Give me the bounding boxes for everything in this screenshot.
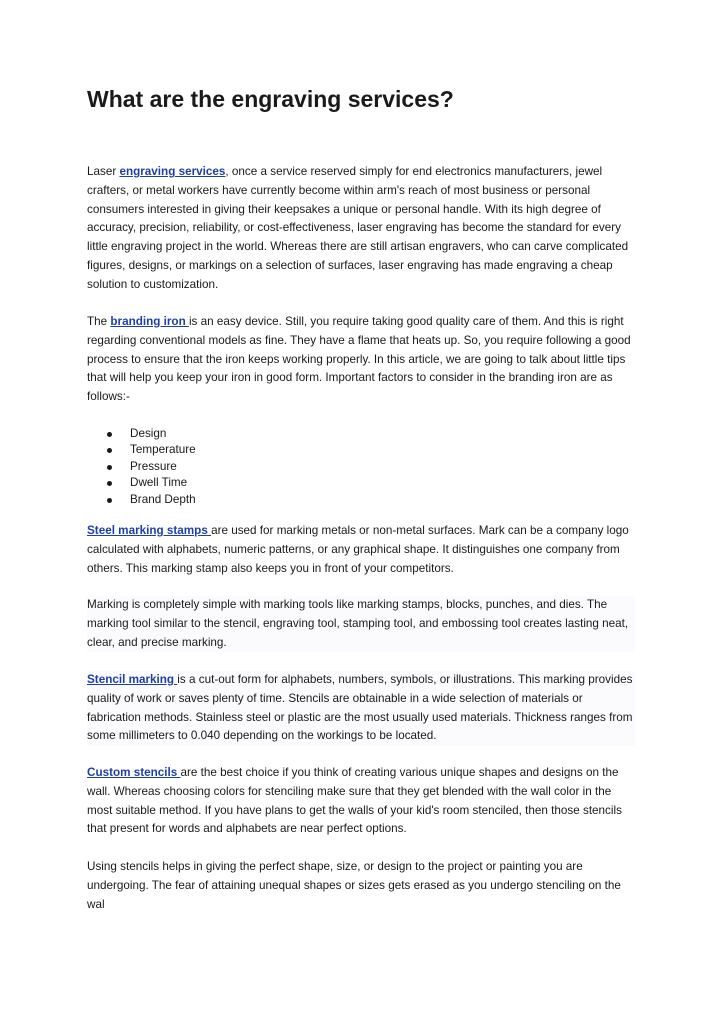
page-title: What are the engraving services? bbox=[87, 86, 454, 112]
list-item: Brand Depth bbox=[87, 492, 196, 508]
branding-iron-link[interactable]: branding iron bbox=[110, 315, 189, 328]
engraving-services-link[interactable]: engraving services bbox=[119, 165, 226, 178]
paragraph-text: are used for marking metals or non-metal surfaces. Mark can be a company logo calculated with alphabets, numeric patterns, or any graphical shape. It distinguishes one company from others. This marking stamp also keeps you in front of your competitors. bbox=[87, 524, 629, 575]
paragraph-text: is a cut-out form for alphabets, numbers, symbols, or illustrations. This marking provides quality of work or saves plenty of time. Stencils are obtainable in a wide selection of materials or fabrication methods. Stainless steel or plastic are the most usually used materials. Thickness ranges from some millimeters to 0.040 depending on the workings to be located. bbox=[87, 673, 633, 743]
paragraph-text: , once a service reserved simply for end electronics manufacturers, jewel crafters, or metal workers have currently become within arm's reach of most business or personal consumers interested in giving their keepsakes a unique or personal handle. With its high degree of accuracy, precision, reliability, or cost-effectiveness, laser engraving has become the standard for every little engraving project in the world. Whereas there are still artisan engravers, who can carve complicated figures, designs, or markings on a selection of surfaces, laser engraving has made engraving a cheap solution to customization. bbox=[87, 165, 629, 291]
paragraph-custom-stencils bbox=[87, 764, 635, 839]
list-item: Pressure bbox=[87, 459, 196, 475]
list-item: Dwell Time bbox=[87, 475, 196, 491]
list-item: Temperature bbox=[87, 442, 196, 458]
paragraph-using-stencils bbox=[87, 858, 635, 914]
paragraph-laser-engraving bbox=[87, 163, 635, 295]
paragraph-steel-marking-stamps bbox=[87, 522, 635, 578]
paragraph-stencil-marking bbox=[87, 671, 635, 746]
paragraph-text: Laser bbox=[87, 165, 120, 178]
custom-stencils-link[interactable]: Custom stencils bbox=[87, 766, 181, 779]
list-item: Design bbox=[87, 426, 196, 442]
branding-factors-list bbox=[87, 426, 196, 508]
paragraph-text: Using stencils helps in giving the perfect shape, size, or design to the project or painting you are undergoing. The fear of attaining unequal shapes or sizes gets erased as you undergo stenciling on the wal bbox=[87, 860, 621, 911]
paragraph-branding-iron bbox=[87, 313, 635, 407]
paragraph-text: are the best choice if you think of creating various unique shapes and designs on the wall. Whereas choosing colors for stenciling make sure that they get blended with the wall color in the most suitable method. If you have plans to get the walls of your kid's room stenciled, then those stencils that present for words and alphabets are near perfect options. bbox=[87, 766, 622, 836]
paragraph-text: is an easy device. Still, you require taking good quality care of them. And this is right regarding conventional models as fine. They have a flame that heats up. So, you require following a good process to ensure that the iron keeps working properly. In this article, we are going to talk about little tips that will help you keep your iron in good form. Important factors to consider in the branding iron are as follows:- bbox=[87, 315, 631, 404]
paragraph-text: The bbox=[87, 315, 111, 328]
stencil-marking-link[interactable]: Stencil marking bbox=[87, 673, 178, 686]
paragraph-marking-tools bbox=[87, 596, 635, 652]
paragraph-text: Marking is completely simple with marking tools like marking stamps, blocks, punches, and dies. The marking tool similar to the stencil, engraving tool, stamping tool, and embossing tool creates lasting neat, clear, and precise marking. bbox=[87, 598, 629, 649]
steel-marking-stamps-link[interactable]: Steel marking stamps bbox=[87, 524, 212, 537]
